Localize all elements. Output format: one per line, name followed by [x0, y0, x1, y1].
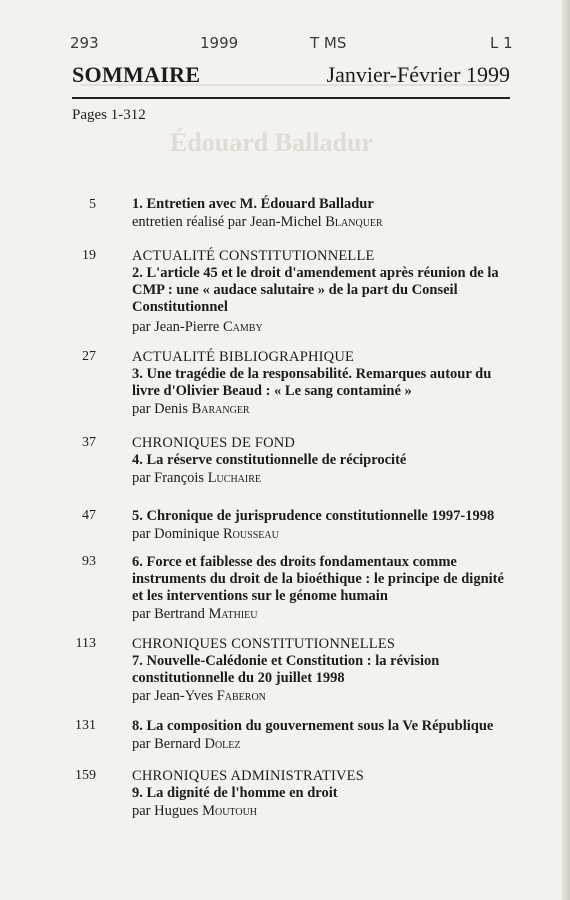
page-number: 93	[82, 554, 96, 569]
article-author	[132, 213, 512, 231]
article-author	[132, 687, 512, 705]
article-author	[132, 525, 512, 543]
handwritten-annotations	[70, 34, 540, 58]
author-surname: Faberon	[216, 688, 266, 704]
handwritten-mid: T MS	[310, 34, 347, 52]
article-title: 3. Une tragédie de la responsabilité. Remarques autour du livre d'Olivier Beaud : « Le sang contaminé »	[132, 366, 492, 399]
handwritten-left: 293	[70, 34, 99, 52]
author-surname: Blanquer	[325, 214, 383, 230]
article-title: 2. L'article 45 et le droit d'amendement après réunion de la CMP : une « audace salutaire » de la part du Conseil Constitutionnel	[132, 265, 499, 315]
author-prefix: par Jean-Pierre	[132, 319, 220, 335]
author-prefix: entretien réalisé par Jean-Michel	[132, 214, 322, 230]
page-number: 37	[82, 435, 96, 450]
page-number: 27	[82, 349, 96, 364]
article-title: 6. Force et faiblesse des droits fondamentaux comme instruments du droit de la bioéthique : le principe de dignité et les interventions sur le génome humain	[132, 554, 504, 604]
author-surname: Mathieu	[208, 606, 258, 622]
article-title: 5. Chronique de jurisprudence constitutionnelle 1997-1998	[132, 508, 495, 524]
section-rubric: CHRONIQUES CONSTITUTIONNELLES	[132, 636, 396, 652]
article-author	[132, 802, 512, 820]
author-prefix: par Denis	[132, 401, 188, 417]
section-rubric: CHRONIQUES ADMINISTRATIVES	[132, 768, 364, 784]
section-rubric: ACTUALITÉ CONSTITUTIONNELLE	[132, 248, 375, 264]
article-title: 4. La réserve constitutionnelle de réciprocité	[132, 452, 407, 468]
author-prefix: par Hugues	[132, 803, 199, 819]
article-title: 1. Entretien avec M. Édouard Balladur	[132, 196, 374, 212]
author-prefix: par Jean-Yves	[132, 688, 214, 704]
article-author	[132, 400, 512, 418]
page-edge	[562, 0, 570, 900]
page-number: 113	[75, 636, 96, 651]
author-surname: Dolez	[204, 736, 241, 752]
author-prefix: par Bernard	[132, 736, 201, 752]
article-author	[132, 735, 512, 753]
author-prefix: par Bertrand	[132, 606, 205, 622]
section-rubric: CHRONIQUES DE FOND	[132, 435, 296, 451]
pages-range: Pages 1-312	[72, 107, 146, 123]
author-surname: Moutouh	[202, 803, 258, 819]
article-author	[132, 469, 512, 487]
toc-header	[72, 62, 510, 92]
header-rule	[72, 97, 510, 99]
article-author	[132, 605, 512, 623]
author-prefix: par Dominique	[132, 526, 220, 542]
page-number: 5	[89, 197, 96, 212]
article-title: 9. La dignité de l'homme en droit	[132, 785, 338, 801]
author-surname: Luchaire	[207, 470, 262, 486]
page-number: 159	[75, 768, 96, 783]
article-author	[132, 318, 512, 336]
page-title: SOMMAIRE	[72, 62, 201, 87]
author-surname: Camby	[222, 319, 263, 335]
page-number: 47	[82, 508, 96, 523]
page-number: 131	[75, 718, 96, 733]
bleed-through-heading: Édouard Balladur	[170, 128, 374, 157]
author-surname: Baranger	[191, 401, 250, 417]
handwritten-right: L 1	[490, 34, 513, 52]
section-rubric: ACTUALITÉ BIBLIOGRAPHIQUE	[132, 349, 355, 365]
article-title: 8. La composition du gouvernement sous la Ve République	[132, 718, 494, 734]
issue-date: Janvier-Février 1999	[326, 62, 510, 87]
author-surname: Rousseau	[223, 526, 279, 542]
page-number: 19	[82, 248, 96, 263]
article-title: 7. Nouvelle-Calédonie et Constitution : la révision constitutionnelle du 20 juillet 1998	[132, 653, 440, 686]
author-prefix: par François	[132, 470, 205, 486]
handwritten-year: 1999	[200, 34, 239, 52]
